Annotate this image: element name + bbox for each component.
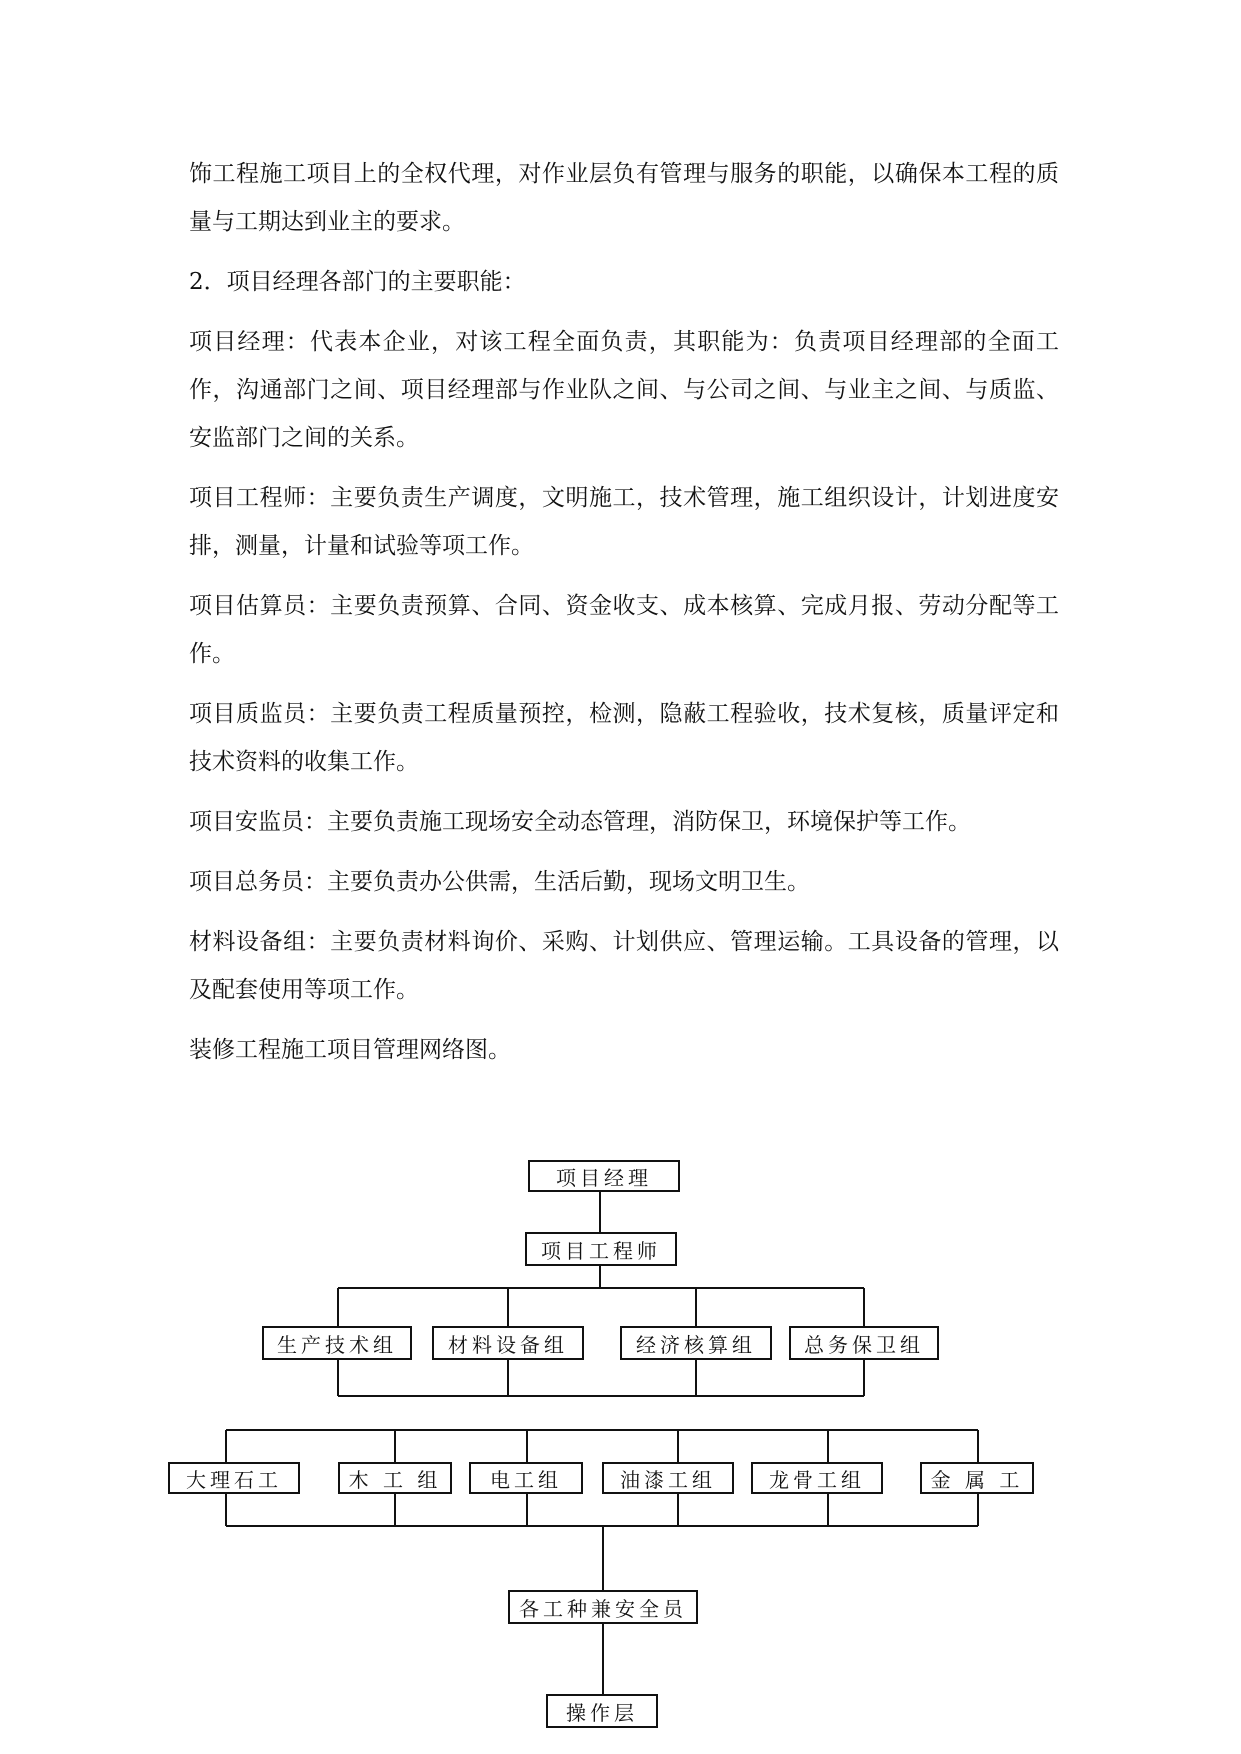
paragraph-project-engineer: 项目工程师：主要负责生产调度，文明施工，技术管理，施工组织设计，计划进度安排，测量，计量和试验等项工作。 xyxy=(189,485,1059,559)
org-box-team: 龙骨工组 xyxy=(751,1462,883,1494)
org-box-team: 大理石工 xyxy=(168,1462,300,1494)
org-box-project-engineer: 项目工程师 xyxy=(525,1232,677,1266)
org-box-team: 电工组 xyxy=(469,1462,583,1494)
section-heading: 2．项目经理各部门的主要职能： xyxy=(189,269,526,295)
paragraph-network-caption: 装修工程施工项目管理网络图。 xyxy=(189,1037,511,1063)
org-box-team: 油漆工组 xyxy=(602,1462,734,1494)
paragraph-project-manager: 项目经理：代表本企业，对该工程全面负责，其职能为：负责项目经理部的全面工作，沟通部门之间、项目经理部与作业队之间、与公司之间、与业主之间、与质监、安监部门之间的关系。 xyxy=(189,329,1059,451)
org-box-group: 总务保卫组 xyxy=(789,1326,939,1360)
paragraph-safety-inspector: 项目安监员：主要负责施工现场安全动态管理，消防保卫，环境保护等工作。 xyxy=(189,809,971,835)
org-box-safety: 各工种兼安全员 xyxy=(508,1590,698,1624)
org-box-group: 经济核算组 xyxy=(620,1326,772,1360)
org-box-group: 材料设备组 xyxy=(432,1326,584,1360)
org-box-project-manager: 项目经理 xyxy=(528,1160,680,1192)
paragraph-estimator: 项目估算员：主要负责预算、合同、资金收支、成本核算、完成月报、劳动分配等工作。 xyxy=(189,593,1059,667)
paragraph-intro: 饰工程施工项目上的全权代理，对作业层负有管理与服务的职能，以确保本工程的质量与工期达到业主的要求。 xyxy=(189,161,1059,235)
org-box-team: 木 工 组 xyxy=(338,1462,452,1494)
org-box-team: 金 属 工 xyxy=(920,1462,1034,1494)
paragraph-general-affairs: 项目总务员：主要负责办公供需，生活后勤，现场文明卫生。 xyxy=(189,869,810,895)
paragraph-quality-inspector: 项目质监员：主要负责工程质量预控，检测，隐蔽工程验收，技术复核，质量评定和技术资料的收集工作。 xyxy=(189,701,1059,775)
org-box-group: 生产技术组 xyxy=(262,1326,412,1360)
org-box-operation-layer: 操作层 xyxy=(546,1694,658,1728)
paragraph-materials-group: 材料设备组：主要负责材料询价、采购、计划供应、管理运输。工具设备的管理，以及配套使用等项工作。 xyxy=(189,929,1059,1003)
